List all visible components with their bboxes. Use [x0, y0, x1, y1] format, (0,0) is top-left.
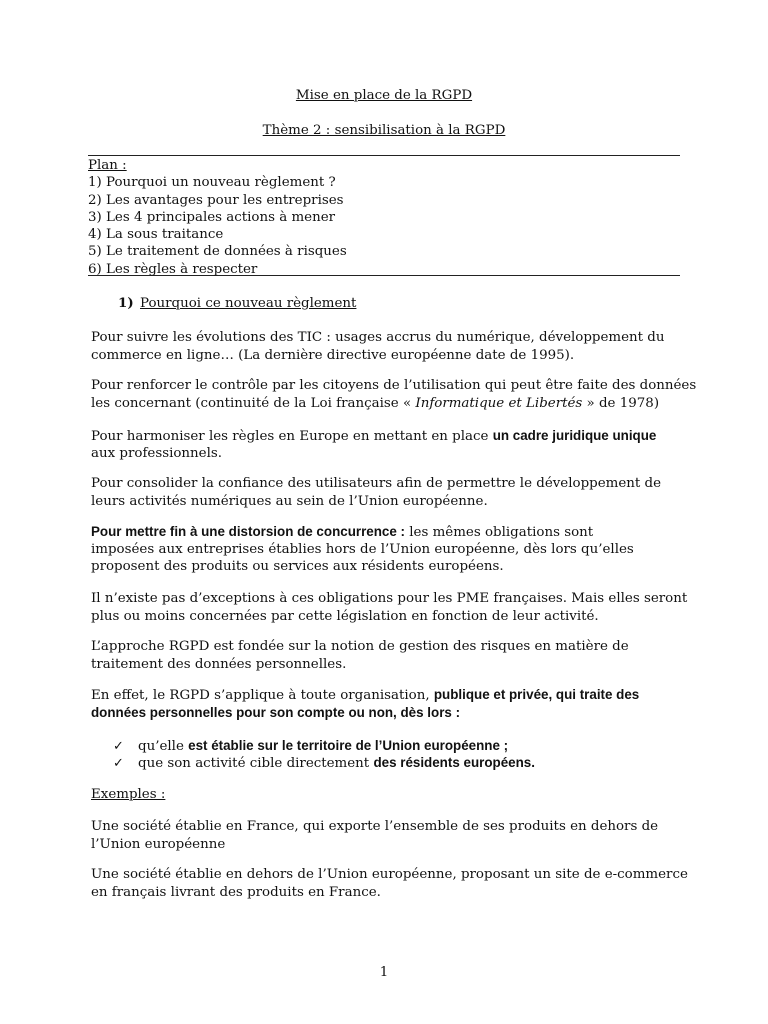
page-number: 1	[379, 965, 389, 980]
plan-label: Plan :	[88, 158, 127, 173]
plan-item: 2) Les avantages pour les entreprises	[88, 192, 344, 208]
text-line: traitement des données personnelles.	[91, 656, 347, 672]
paragraph-effet	[91, 686, 691, 721]
examples-heading	[91, 786, 691, 804]
text-span: En effet, le RGPD s’applique à toute organisation,	[91, 688, 434, 703]
document-title: Mise en place de la RGPD	[295, 88, 473, 103]
text-line: Une société établie en France, qui exporte l’ensemble de ses produits en dehors de	[91, 819, 659, 834]
text-span: que son activité cible directement	[138, 756, 374, 771]
text-line: Exemples :	[91, 787, 166, 802]
plan-item: 6) Les règles à respecter	[88, 261, 258, 277]
plan-item: 3) Les 4 principales actions à mener	[88, 209, 336, 225]
plan-item: 5) Le traitement de données à risques	[88, 244, 347, 260]
text-line: Il n’existe pas d’exceptions à ces obligations pour les PME françaises. Mais elles seront	[91, 591, 688, 606]
bullet-item	[113, 754, 535, 773]
text-line: Pour consolider la confiance des utilisateurs afin de permettre le développement de	[91, 476, 662, 491]
paragraph-harmoniser	[91, 427, 691, 462]
paragraph-concurrence	[91, 523, 691, 576]
paragraph-tic	[91, 329, 691, 364]
text-line: plus ou moins concernées par cette législation en fonction de leur activité.	[91, 608, 599, 624]
text-line	[91, 427, 691, 445]
text-line: L’approche RGPD est fondée sur la notion de gestion des risques en matière de	[91, 639, 629, 654]
text-span: les concernant	[91, 395, 191, 411]
section-number: 1)	[118, 295, 134, 311]
bold-span: un cadre juridique unique	[492, 428, 657, 443]
text-span: les mêmes obligations sont	[405, 525, 594, 540]
text-span: qu’elle	[138, 739, 189, 754]
document-theme: Thème 2 : sensibilisation à la RGPD	[262, 123, 506, 138]
text-line: Une société établie en dehors de l’Union européenne, proposant un site de e-commerce	[91, 867, 688, 882]
text-line: aux professionnels.	[91, 445, 223, 461]
example-2	[91, 866, 691, 901]
text-line: en français livrant des produits en France.	[91, 884, 381, 900]
text-span: commerce en ligne…	[91, 347, 234, 363]
text-line: proposent des produits ou services aux résidents européens.	[91, 559, 504, 574]
text-line: leurs activités numériques au sein de l’Union européenne.	[91, 493, 488, 509]
text-span: Pour harmoniser les règles en Europe en mettant en place	[91, 429, 493, 444]
bold-span: données personnelles pour son compte ou non, dès lors :	[91, 704, 461, 720]
text-line	[91, 395, 691, 413]
text-line	[91, 704, 691, 722]
text-line: Pour suivre les évolutions des TIC : usages accrus du numérique, développement du	[91, 330, 665, 345]
bold-span: des résidents européens.	[373, 755, 535, 770]
paragraph-pme	[91, 590, 691, 625]
plan-item: 4) La sous traitance	[88, 227, 224, 243]
italic-span: Informatique et Libertés	[415, 395, 583, 411]
plan-box	[88, 155, 680, 276]
bold-span: (La dernière directive européenne date de 1995).	[233, 347, 575, 363]
bold-span: publique et privée, qui traite des	[433, 687, 640, 702]
text-line: imposées aux entreprises établies hors de l’Union européenne, dès lors qu’elles	[91, 541, 634, 557]
bold-span: Pour mettre fin à une distorsion de concurrence :	[91, 524, 405, 539]
bullet-item	[113, 737, 508, 756]
check-icon: ✓	[113, 739, 124, 754]
check-icon: ✓	[113, 756, 124, 771]
section-heading	[118, 295, 356, 313]
bold-span: est établie sur le territoire de l’Union européenne ;	[188, 738, 509, 753]
text-line: Pour renforcer le contrôle par les citoyens de l’utilisation qui peut être faite des données	[91, 378, 697, 393]
example-1	[91, 818, 691, 853]
text-line	[91, 347, 691, 365]
text-span: (continuité de la Loi française «	[190, 395, 416, 411]
text-line	[91, 686, 691, 704]
paragraph-approche	[91, 638, 691, 673]
plan-item: 1) Pourquoi un nouveau règlement ?	[88, 175, 336, 191]
text-line	[91, 523, 691, 541]
paragraph-controle	[91, 377, 697, 412]
paragraph-confiance	[91, 475, 691, 510]
text-span: » de 1978)	[582, 395, 660, 411]
section-title: Pourquoi ce nouveau règlement	[140, 296, 357, 311]
text-line: l’Union européenne	[91, 836, 226, 852]
